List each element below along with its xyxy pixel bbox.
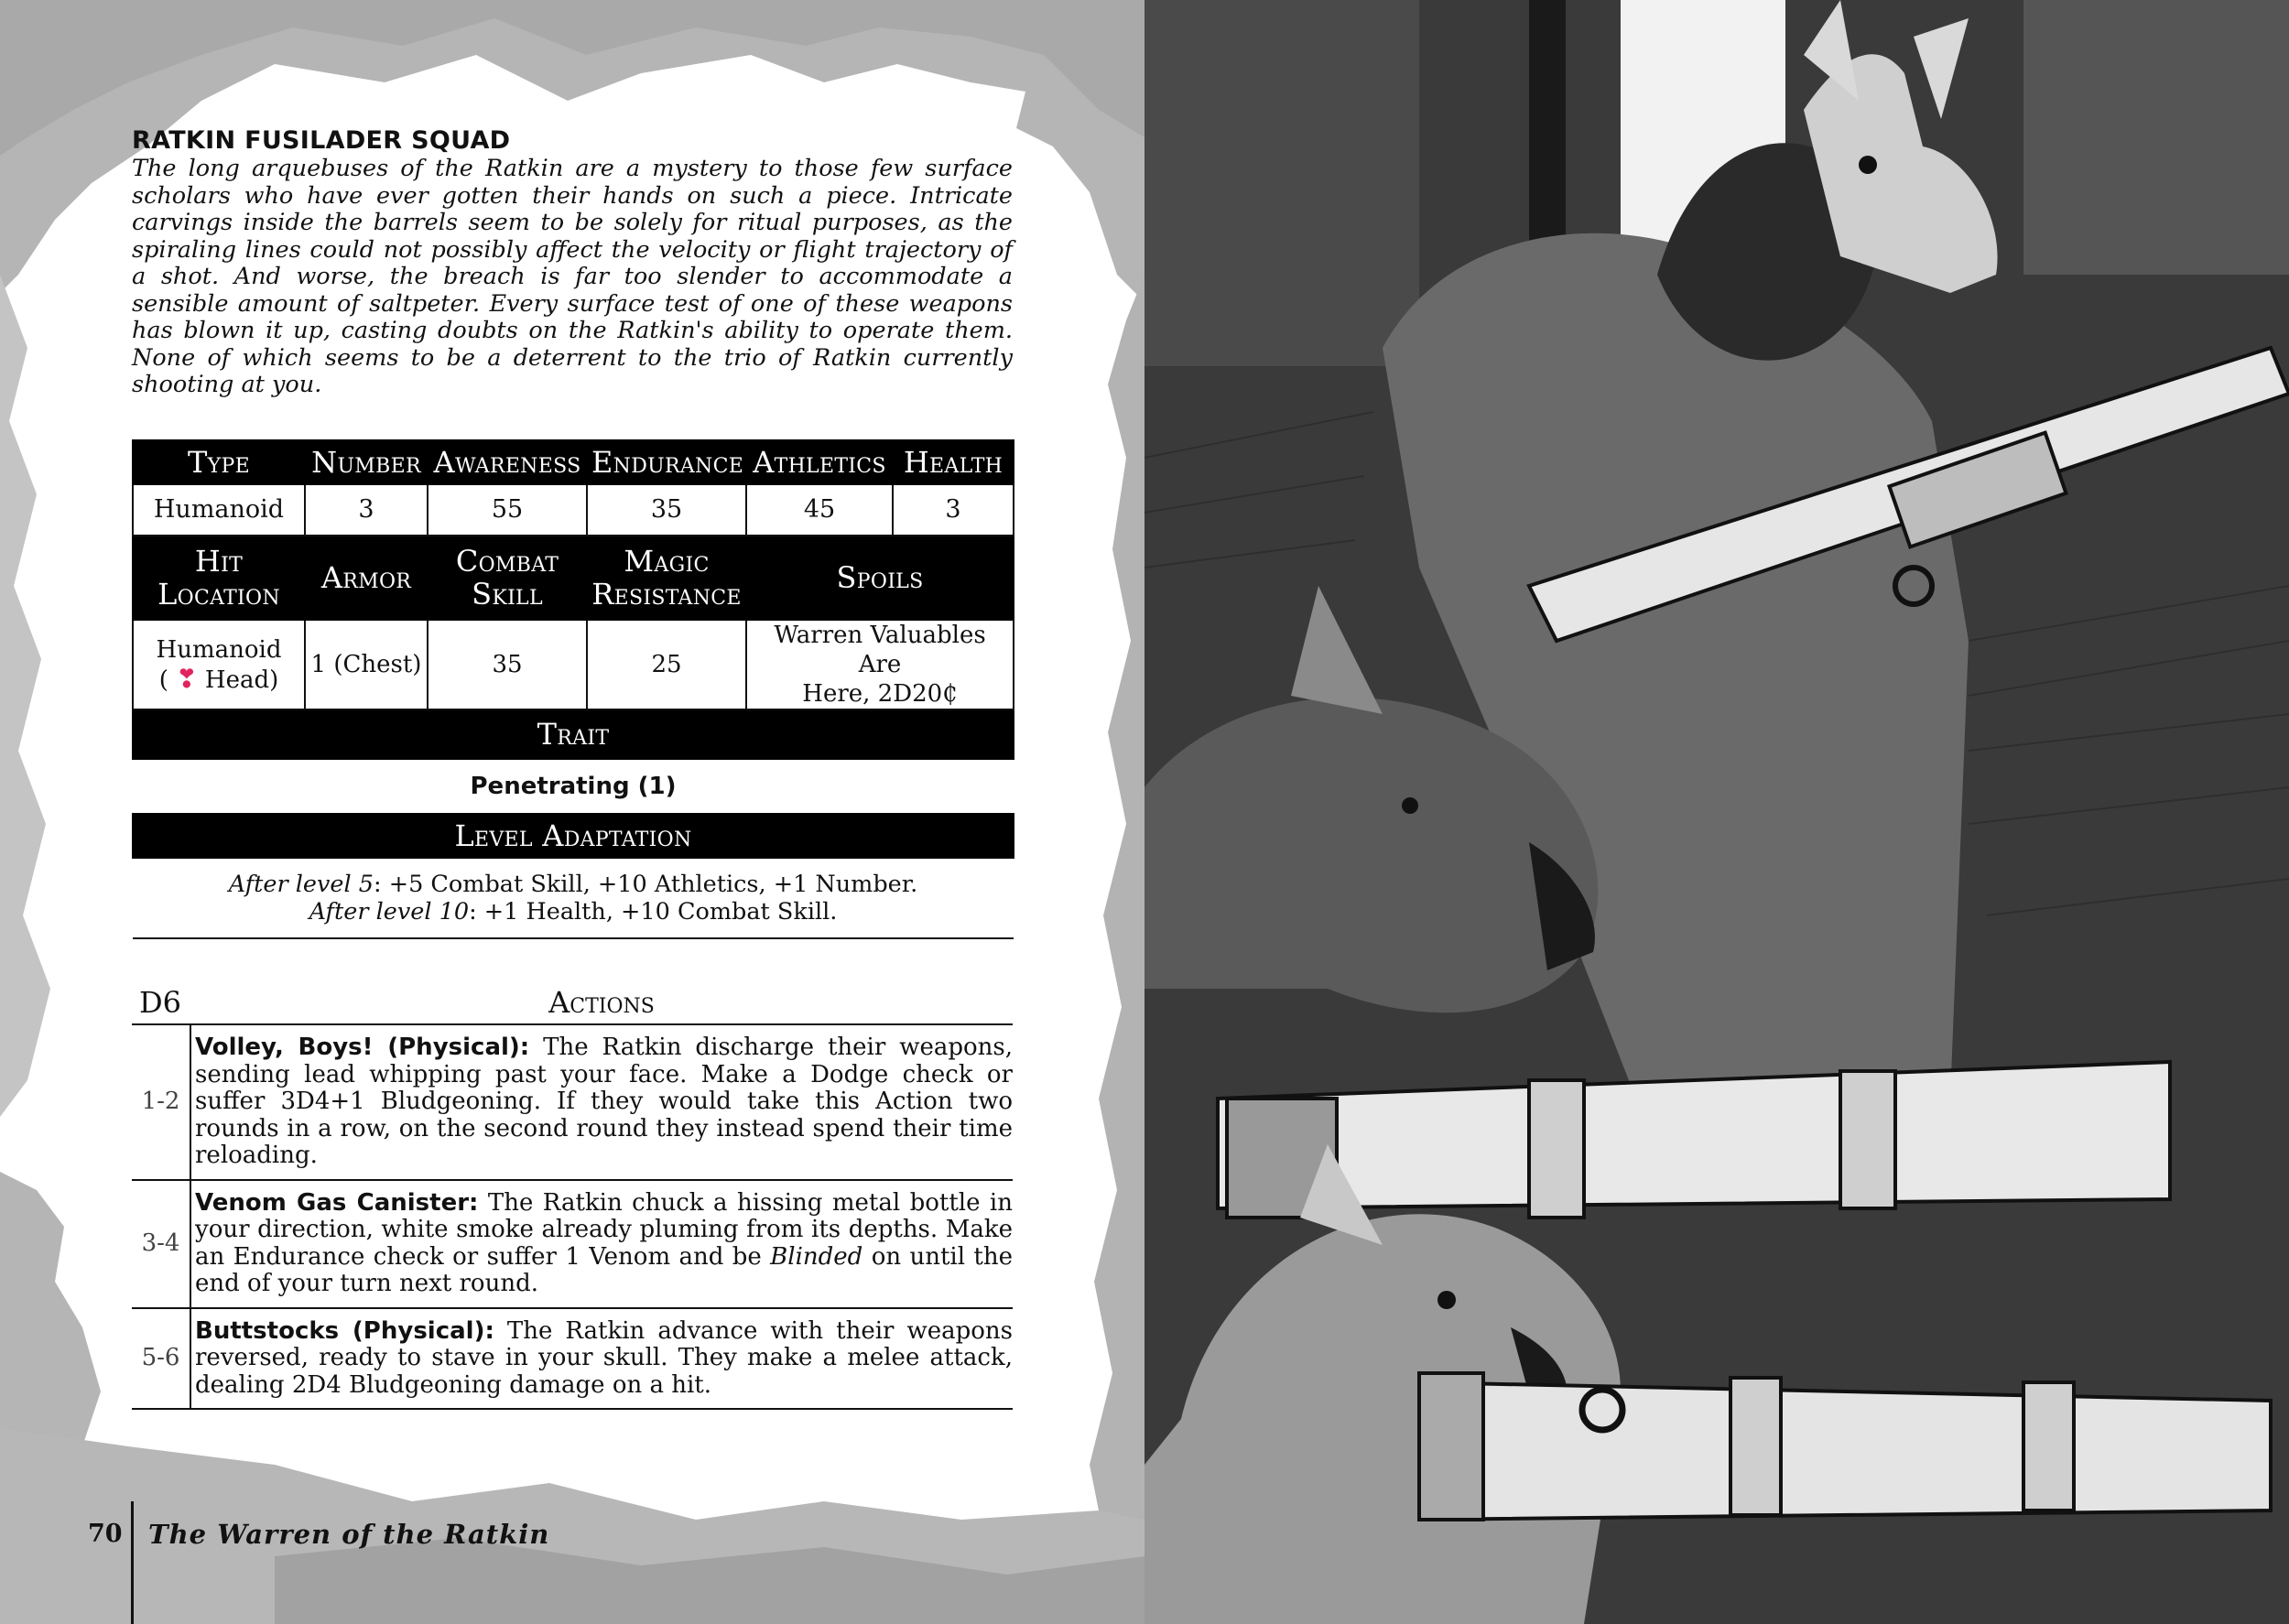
- endurance-value: 35: [587, 484, 746, 536]
- spoils-value-line2: Here, 2D20₵: [802, 680, 958, 708]
- combat-skill-header-line1: Combat: [455, 544, 559, 579]
- ratkin-squad-artwork: [1144, 0, 2289, 1624]
- level-5-text: : +5 Combat Skill, +10 Athletics, +1 Number.: [374, 871, 918, 898]
- spoils-value-line1: Warren Valuables Are: [774, 622, 986, 678]
- action-roll: 3-4: [132, 1180, 190, 1308]
- blinded-condition: Blinded: [770, 1242, 863, 1271]
- combat-skill-header: [428, 536, 587, 620]
- hit-location-value: [133, 620, 305, 709]
- action-name: Venom Gas Canister:: [195, 1188, 479, 1217]
- awareness-value: 55: [428, 484, 587, 536]
- combat-skill-header-line2: Skill: [472, 577, 543, 612]
- health-header: Health: [893, 440, 1014, 484]
- action-name: Buttstocks (Physical):: [195, 1316, 494, 1345]
- awareness-header: Awareness: [428, 440, 587, 484]
- monster-title: RATKIN FUSILADER SQUAD: [132, 126, 511, 155]
- action-description: [190, 1308, 1013, 1410]
- athletics-value: 45: [746, 484, 893, 536]
- action-roll: 5-6: [132, 1308, 190, 1410]
- magic-resistance-header-line1: Magic: [624, 544, 710, 579]
- number-value: 3: [305, 484, 428, 536]
- action-roll: 1-2: [132, 1024, 190, 1180]
- level-adaptation-header: Level Adaptation: [133, 814, 1014, 858]
- page-number: 70: [88, 1520, 123, 1548]
- athletics-header: Athletics: [746, 440, 893, 484]
- action-body-end: on until the end of your turn next round.: [195, 1242, 1013, 1297]
- health-value: 3: [893, 484, 1014, 536]
- hit-location-open-paren: (: [158, 666, 168, 694]
- action-row: [132, 1308, 1013, 1410]
- action-row: [132, 1180, 1013, 1308]
- action-body: The Ratkin advance with their weapons reversed, ready to stave in your skull. They make a melee attack, dealing 2D4 Bludgeoning damage on a hit.: [195, 1316, 1013, 1399]
- action-body: The Ratkin chuck a hissing metal bottle in your direction, white smoke already pluming from its depths. Make an Endurance check or suffer 1 Venom and be: [195, 1188, 1013, 1271]
- level-5-label: After level 5: [228, 871, 374, 898]
- type-header: Type: [133, 440, 305, 484]
- hit-location-header-line2: Location: [157, 577, 280, 612]
- stat-block-table: [132, 439, 1014, 939]
- actions-header: Actions: [190, 983, 1013, 1024]
- level-10-label: After level 10: [309, 898, 470, 926]
- action-row: [132, 1024, 1013, 1180]
- left-page: [0, 0, 1144, 1624]
- endurance-header: Endurance: [587, 440, 746, 484]
- hit-location-value-line1: Humanoid: [156, 635, 282, 664]
- action-description: [190, 1180, 1013, 1308]
- spoils-value: [746, 620, 1014, 709]
- spoils-header: Spoils: [746, 536, 1014, 620]
- heart-icon: ❣: [176, 663, 198, 694]
- number-header: Number: [305, 440, 428, 484]
- combat-skill-value: 35: [428, 620, 587, 709]
- ratkin-illustration: [1144, 0, 2289, 1624]
- level-adaptation-value: [133, 858, 1014, 938]
- d6-header: D6: [132, 983, 190, 1024]
- armor-header: Armor: [305, 536, 428, 620]
- footer-rule: [131, 1501, 134, 1624]
- book-title: The Warren of the Ratkin: [148, 1519, 550, 1550]
- hit-location-header-line1: Hit: [194, 544, 244, 579]
- armor-value: 1 (Chest): [305, 620, 428, 709]
- action-name: Volley, Boys! (Physical):: [195, 1034, 530, 1061]
- monster-description: The long arquebuses of the Ratkin are a mystery to those few surface scholars who have ever gotten their hands on such a piece. Intricate carvings inside the barrels seem to be solely for ritual purposes, as the spiraling lines could not possibly affect the velocity or flight trajectory of a shot. And worse, the breach is far too slender to accommodate a sensible amount of saltpeter. Every surface test of one of these weapons has blown it up, casting doubts on the Ratkin's ability to operate them. None of which seems to be a deterrent to the trio of Ratkin currently shooting at you.: [132, 155, 1013, 398]
- level-10-text: : +1 Health, +10 Combat Skill.: [469, 898, 838, 926]
- magic-resistance-header: [587, 536, 746, 620]
- magic-resistance-header-line2: Resistance: [591, 577, 742, 612]
- hit-location-header: [133, 536, 305, 620]
- type-value: Humanoid: [133, 484, 305, 536]
- magic-resistance-value: 25: [587, 620, 746, 709]
- actions-table: [132, 983, 1013, 1410]
- hit-location-head-text: Head): [197, 666, 279, 694]
- action-body: The Ratkin discharge their weapons, sending lead whipping past your face. Make a Dodge check or suffer 3D4+1 Bludgeoning. If they would take this Action two rounds in a row, on the second round they instead spend their time reloading.: [195, 1034, 1013, 1169]
- action-description: [190, 1024, 1013, 1180]
- trait-value: Penetrating (1): [470, 773, 677, 800]
- trait-header: Trait: [133, 709, 1014, 759]
